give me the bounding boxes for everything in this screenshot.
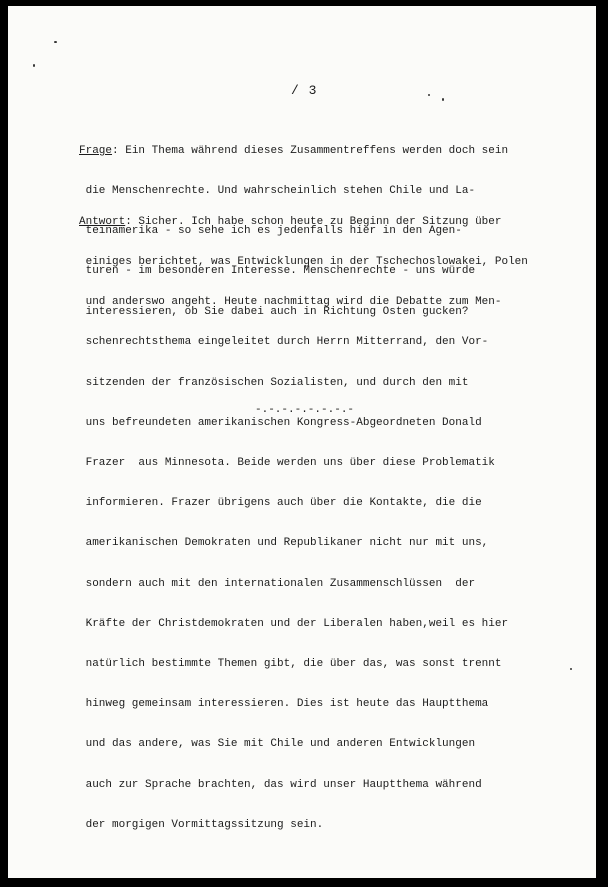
question-line: teinamerika - so sehe ich es jedenfalls hier in den Agen- bbox=[79, 225, 462, 238]
answer-line: hinweg gemeinsam interessieren. Dies ist heute das Hauptthema bbox=[79, 698, 489, 711]
answer-line: der morgigen Vormittagssitzung sein. bbox=[79, 818, 324, 831]
answer-line: sitzenden der französischen Sozialisten, und durch den mit bbox=[79, 376, 469, 389]
answer-paragraph bbox=[79, 189, 579, 859]
answer-line: Kräfte der Christdemokraten und der Liberalen haben,weil es hier bbox=[79, 617, 509, 630]
section-separator: -.-.-.-.-.-.-.- bbox=[255, 404, 355, 416]
answer-first-line bbox=[79, 216, 579, 229]
scan-speck bbox=[428, 94, 430, 96]
answer-first-text: : Sicher. Ich habe schon heute zu Beginn der Sitzung über bbox=[125, 215, 502, 228]
document-page bbox=[8, 6, 596, 878]
question-line: interessieren, ob Sie dabei auch in Richtung Osten gucken? bbox=[79, 305, 469, 318]
page-number: / 3 bbox=[291, 83, 318, 98]
answer-line: sondern auch mit den internationalen Zusammenschlüssen der bbox=[79, 577, 476, 590]
question-line: turen - im besonderen Interesse. Menschenrechte - uns würde bbox=[79, 265, 476, 278]
answer-line: natürlich bestimmte Themen gibt, die über das, was sonst trennt bbox=[79, 658, 502, 671]
question-label: Frage bbox=[79, 144, 113, 157]
scan-speck bbox=[442, 98, 444, 101]
question-first-text: : Ein Thema während dieses Zusammentreffens werden doch sein bbox=[112, 144, 509, 157]
answer-line: einiges berichtet, was Entwicklungen in der Tschechoslowakei, Polen bbox=[79, 256, 528, 269]
scan-speck bbox=[33, 64, 35, 67]
answer-line: uns befreundeten amerikanischen Kongress-Abgeordneten Donald bbox=[79, 416, 482, 429]
answer-line: und das andere, was Sie mit Chile und anderen Entwicklungen bbox=[79, 738, 476, 751]
answer-line: Frazer aus Minnesota. Beide werden uns über diese Problematik bbox=[79, 457, 495, 470]
question-first-line bbox=[79, 145, 579, 158]
answer-line: auch zur Sprache brachten, das wird unser Hauptthema während bbox=[79, 778, 482, 791]
question-line: die Menschenrechte. Und wahrscheinlich stehen Chile und La- bbox=[79, 185, 476, 198]
answer-line: und anderswo angeht. Heute nachmittag wird die Debatte zum Men- bbox=[79, 296, 502, 309]
answer-line: amerikanischen Demokraten und Republikaner nicht nur mit uns, bbox=[79, 537, 489, 550]
answer-line: schenrechtsthema eingeleitet durch Herrn Mitterrand, den Vor- bbox=[79, 336, 489, 349]
answer-label: Antwort bbox=[79, 215, 126, 228]
scan-speck bbox=[54, 41, 57, 43]
answer-line: informieren. Frazer übrigens auch über die Kontakte, die die bbox=[79, 497, 482, 510]
